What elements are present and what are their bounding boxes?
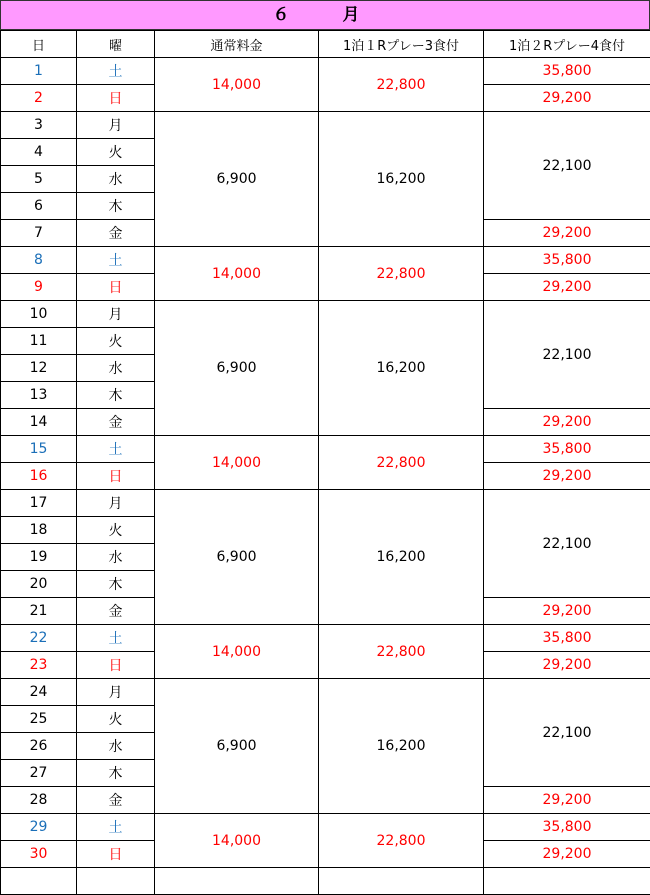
table-row [1,814,650,841]
day-cell: 21 [1,598,77,625]
plan-2round-friday-cell: 29,200 [484,787,650,814]
plan-2round-cell: 35,800 [484,625,650,652]
day-cell: 4 [1,139,77,166]
day-cell: 6 [1,193,77,220]
weekday-cell: 水 [77,733,155,760]
plan-2round-cell: 22,100 [484,490,650,598]
empty-row [1,868,650,895]
standard-rate-cell: 14,000 [155,814,319,868]
day-cell: 10 [1,301,77,328]
weekday-cell: 日 [77,652,155,679]
empty-cell [319,868,484,895]
day-cell: 26 [1,733,77,760]
day-cell: 7 [1,220,77,247]
plan-2round-cell: 35,800 [484,58,650,85]
month-title: ６ 月 [0,0,650,30]
day-cell: 29 [1,814,77,841]
weekday-cell: 木 [77,571,155,598]
weekday-cell: 木 [77,382,155,409]
weekday-cell: 日 [77,841,155,868]
weekday-cell: 火 [77,706,155,733]
empty-cell [155,868,319,895]
day-cell: 9 [1,274,77,301]
table-row [1,112,650,139]
day-cell: 3 [1,112,77,139]
weekday-cell: 土 [77,814,155,841]
weekday-cell: 金 [77,787,155,814]
standard-rate-cell: 6,900 [155,112,319,247]
plan-2round-cell: 22,100 [484,112,650,220]
plan-1round-cell: 16,200 [319,301,484,436]
day-cell: 17 [1,490,77,517]
plan-2round-cell: 35,800 [484,247,650,274]
day-cell: 13 [1,382,77,409]
day-cell: 27 [1,760,77,787]
header-standard-rate: 通常料金 [155,31,319,58]
standard-rate-cell: 6,900 [155,301,319,436]
header-day: 日 [1,31,77,58]
weekday-cell: 土 [77,436,155,463]
table-row [1,436,650,463]
plan-2round-cell: 29,200 [484,85,650,112]
weekday-cell: 月 [77,679,155,706]
standard-rate-cell: 6,900 [155,490,319,625]
plan-1round-cell: 22,800 [319,625,484,679]
day-cell: 8 [1,247,77,274]
day-cell: 22 [1,625,77,652]
header-row [1,31,650,58]
empty-cell [77,868,155,895]
plan-1round-cell: 22,800 [319,58,484,112]
calendar-body [1,58,650,895]
weekday-cell: 水 [77,355,155,382]
weekday-cell: 木 [77,193,155,220]
weekday-cell: 日 [77,463,155,490]
day-cell: 18 [1,517,77,544]
day-cell: 23 [1,652,77,679]
plan-1round-cell: 22,800 [319,814,484,868]
weekday-cell: 金 [77,409,155,436]
weekday-cell: 土 [77,58,155,85]
weekday-cell: 金 [77,220,155,247]
day-cell: 19 [1,544,77,571]
empty-cell [1,868,77,895]
header-plan-2round: 1泊２Rプレー4食付 [484,31,650,58]
plan-2round-cell: 29,200 [484,274,650,301]
table-row [1,490,650,517]
day-cell: 20 [1,571,77,598]
day-cell: 5 [1,166,77,193]
standard-rate-cell: 6,900 [155,679,319,814]
plan-2round-friday-cell: 29,200 [484,220,650,247]
weekday-cell: 日 [77,274,155,301]
day-cell: 1 [1,58,77,85]
day-cell: 30 [1,841,77,868]
plan-2round-cell: 29,200 [484,463,650,490]
weekday-cell: 火 [77,139,155,166]
day-cell: 24 [1,679,77,706]
plan-1round-cell: 16,200 [319,679,484,814]
weekday-cell: 月 [77,112,155,139]
day-cell: 15 [1,436,77,463]
weekday-cell: 月 [77,301,155,328]
day-cell: 16 [1,463,77,490]
plan-2round-cell: 29,200 [484,841,650,868]
empty-cell [484,868,650,895]
plan-2round-friday-cell: 29,200 [484,598,650,625]
day-cell: 25 [1,706,77,733]
weekday-cell: 土 [77,247,155,274]
plan-2round-cell: 22,100 [484,679,650,787]
plan-1round-cell: 16,200 [319,112,484,247]
table-row [1,58,650,85]
plan-2round-cell: 29,200 [484,652,650,679]
standard-rate-cell: 14,000 [155,625,319,679]
weekday-cell: 火 [77,517,155,544]
weekday-cell: 月 [77,490,155,517]
standard-rate-cell: 14,000 [155,436,319,490]
plan-2round-cell: 22,100 [484,301,650,409]
day-cell: 28 [1,787,77,814]
weekday-cell: 木 [77,760,155,787]
day-cell: 11 [1,328,77,355]
plan-1round-cell: 16,200 [319,490,484,625]
table-row [1,625,650,652]
plan-2round-cell: 35,800 [484,814,650,841]
weekday-cell: 土 [77,625,155,652]
weekday-cell: 火 [77,328,155,355]
header-weekday: 曜 [77,31,155,58]
table-row [1,679,650,706]
weekday-cell: 日 [77,85,155,112]
price-calendar-table [0,30,650,895]
weekday-cell: 水 [77,166,155,193]
standard-rate-cell: 14,000 [155,247,319,301]
table-row [1,301,650,328]
header-plan-1round: 1泊１Rプレー3食付 [319,31,484,58]
weekday-cell: 水 [77,544,155,571]
day-cell: 2 [1,85,77,112]
plan-2round-cell: 35,800 [484,436,650,463]
weekday-cell: 金 [77,598,155,625]
plan-1round-cell: 22,800 [319,247,484,301]
day-cell: 12 [1,355,77,382]
day-cell: 14 [1,409,77,436]
plan-2round-friday-cell: 29,200 [484,409,650,436]
table-row [1,247,650,274]
standard-rate-cell: 14,000 [155,58,319,112]
plan-1round-cell: 22,800 [319,436,484,490]
